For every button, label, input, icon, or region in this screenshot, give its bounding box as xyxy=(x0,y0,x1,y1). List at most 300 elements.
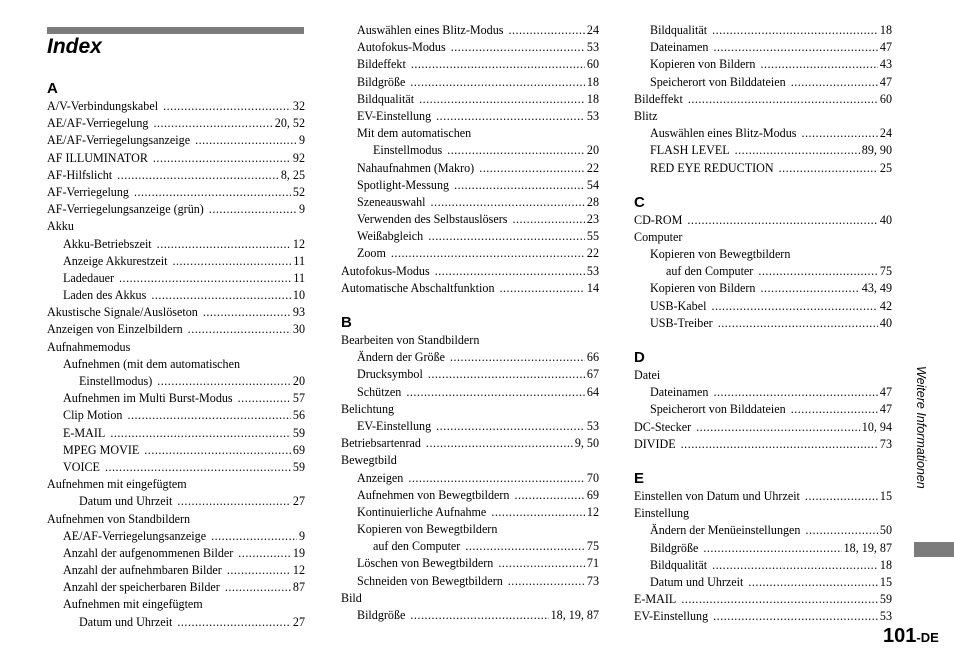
index-page-ref: 53 xyxy=(586,108,599,123)
index-term: Aufnehmen im Multi Burst-Modus xyxy=(63,391,233,406)
index-term: Autofokus-Modus xyxy=(357,40,446,55)
index-term: Datum und Uhrzeit xyxy=(650,574,744,589)
index-entry xyxy=(341,332,599,349)
index-term: Bewegtbild xyxy=(341,453,397,468)
index-term: Schneiden von Bewegtbildern xyxy=(357,573,503,588)
index-entry xyxy=(47,407,305,424)
index-entry xyxy=(634,212,892,229)
index-page-ref: 15 xyxy=(879,574,892,589)
index-term: AE/AF-Verriegelung xyxy=(47,116,149,131)
leader-dots xyxy=(110,425,291,442)
side-tab xyxy=(912,366,932,534)
index-page-ref: 9, 50 xyxy=(574,436,599,451)
index-entry xyxy=(341,39,599,56)
index-term: Zoom xyxy=(357,246,386,261)
index-page-ref: 9 xyxy=(298,133,305,148)
index-entry xyxy=(47,132,305,149)
index-entry xyxy=(47,98,305,115)
index-entry xyxy=(634,280,892,297)
index-term: DIVIDE xyxy=(634,436,676,451)
index-term: Szeneauswahl xyxy=(357,194,426,209)
index-entry xyxy=(634,263,892,280)
index-entry xyxy=(47,150,305,167)
index-page-ref: 40 xyxy=(879,212,892,227)
index-term: Drucksymbol xyxy=(357,367,423,382)
leader-dots xyxy=(177,614,291,631)
index-entry xyxy=(341,108,599,125)
index-entry xyxy=(341,177,599,194)
index-page-ref: 9 xyxy=(298,528,305,543)
leader-dots xyxy=(805,522,877,539)
index-letter-heading: B xyxy=(341,314,352,331)
page-title: Index xyxy=(47,35,102,58)
leader-dots xyxy=(151,287,291,304)
index-page-ref: 59 xyxy=(292,459,305,474)
index-page-ref: 20, 52 xyxy=(274,116,305,131)
index-page-ref: 75 xyxy=(879,264,892,279)
leader-dots xyxy=(188,321,291,338)
leader-dots xyxy=(712,557,878,574)
index-page-ref: 28 xyxy=(586,194,599,209)
page-number-value: 101 xyxy=(883,625,917,647)
index-entry xyxy=(47,390,305,407)
index-term: CD-ROM xyxy=(634,212,683,227)
index-entry xyxy=(341,91,599,108)
index-term: USB-Treiber xyxy=(650,315,713,330)
leader-dots xyxy=(712,22,878,39)
index-entry xyxy=(47,201,305,218)
index-term: Belichtung xyxy=(341,401,395,416)
index-term: Einstellmodus xyxy=(373,143,443,158)
index-entry xyxy=(341,384,599,401)
index-page-ref: 87 xyxy=(292,580,305,595)
index-page-ref: 24 xyxy=(586,23,599,37)
index-page-ref: 73 xyxy=(879,436,892,451)
index-entry xyxy=(341,125,599,142)
index-entry xyxy=(341,280,599,297)
index-term: Anzahl der aufnehmbaren Bilder xyxy=(63,563,222,578)
index-entry xyxy=(341,401,599,418)
index-page-ref: 53 xyxy=(586,263,599,278)
leader-dots xyxy=(681,591,878,608)
index-page-ref: 50 xyxy=(879,523,892,538)
index-term: Bildgröße xyxy=(357,608,406,622)
leader-dots xyxy=(134,184,291,201)
index-entry xyxy=(341,349,599,366)
index-entry xyxy=(634,436,892,453)
index-term: Ändern der Menüeinstellungen xyxy=(650,523,801,538)
index-term: AF-Hilfslicht xyxy=(47,167,113,182)
index-term: Spotlight-Messung xyxy=(357,177,450,192)
index-entry xyxy=(341,245,599,262)
index-page-ref: 47 xyxy=(879,402,892,417)
index-page-ref: 22 xyxy=(586,160,599,175)
index-entry xyxy=(47,528,305,545)
index-entry xyxy=(341,504,599,521)
leader-dots xyxy=(105,459,291,476)
index-entry xyxy=(341,573,599,590)
leader-dots xyxy=(454,177,585,194)
index-entry xyxy=(341,263,599,280)
leader-dots xyxy=(713,39,877,56)
index-entry xyxy=(341,194,599,211)
leader-dots xyxy=(225,579,291,596)
leader-dots xyxy=(426,435,573,452)
index-term: Bildeffekt xyxy=(634,91,683,106)
leader-dots xyxy=(758,263,878,280)
index-entry xyxy=(634,160,892,177)
index-entry xyxy=(47,545,305,562)
index-term: Aufnehmen (mit dem automatischen xyxy=(63,356,240,371)
leader-dots xyxy=(153,150,291,167)
index-page-ref: 66 xyxy=(586,350,599,365)
page-number xyxy=(883,625,939,648)
index-page-ref: 12 xyxy=(292,236,305,251)
index-entry xyxy=(47,459,305,476)
index-column-3 xyxy=(634,22,892,625)
index-page-ref: 64 xyxy=(586,384,599,399)
index-entry xyxy=(634,505,892,522)
index-term: Bildeffekt xyxy=(357,57,406,72)
index-entry xyxy=(341,56,599,73)
leader-dots xyxy=(760,280,859,297)
leader-dots xyxy=(117,167,279,184)
index-page-ref: 9 xyxy=(298,202,305,217)
index-term: auf den Computer xyxy=(373,539,461,554)
index-entry xyxy=(634,142,892,159)
index-entry xyxy=(47,270,305,287)
index-letter-heading: A xyxy=(47,80,58,97)
index-page-ref: 42 xyxy=(879,298,892,313)
leader-dots xyxy=(227,562,291,579)
index-entry xyxy=(634,56,892,73)
index-entry xyxy=(341,366,599,383)
index-term: Mit dem automatischen xyxy=(357,126,472,141)
leader-dots xyxy=(428,366,585,383)
leader-dots xyxy=(211,528,297,545)
index-term: E-MAIL xyxy=(634,592,677,607)
index-page-ref: 18, 19, 87 xyxy=(843,540,892,555)
index-page-ref: 53 xyxy=(586,418,599,433)
leader-dots xyxy=(172,253,291,270)
index-term: Auswählen eines Blitz-Modus xyxy=(650,126,797,141)
leader-dots xyxy=(713,608,878,625)
leader-dots xyxy=(209,201,297,218)
leader-dots xyxy=(713,384,877,401)
index-entry xyxy=(634,22,892,39)
index-term: Clip Motion xyxy=(63,408,123,423)
index-term: Auswählen eines Blitz-Modus xyxy=(357,23,504,37)
index-entry xyxy=(634,74,892,91)
index-term: AE/AF-Verriegelungsanzeige xyxy=(47,133,191,148)
index-entry xyxy=(47,287,305,304)
leader-dots xyxy=(431,194,585,211)
index-entry xyxy=(634,125,892,142)
leader-dots xyxy=(748,574,878,591)
index-term: Autofokus-Modus xyxy=(341,263,430,278)
index-term: Computer xyxy=(634,229,683,244)
index-page-ref: 24 xyxy=(879,126,892,141)
index-entry xyxy=(634,39,892,56)
index-page-ref: 52 xyxy=(292,184,305,199)
index-entry xyxy=(634,488,892,505)
index-page-ref: 69 xyxy=(292,442,305,457)
index-page-ref: 70 xyxy=(586,470,599,485)
index-page-ref: 55 xyxy=(586,229,599,244)
index-term: Aufnahmemodus xyxy=(47,339,131,354)
leader-dots xyxy=(163,98,291,115)
index-page-ref: 23 xyxy=(586,212,599,227)
index-entry xyxy=(341,555,599,572)
index-page-ref: 47 xyxy=(879,74,892,89)
leader-dots xyxy=(408,470,585,487)
leader-dots xyxy=(391,245,585,262)
index-entry xyxy=(47,511,305,528)
leader-dots xyxy=(450,349,585,366)
index-term: Bildgröße xyxy=(357,74,406,89)
leader-dots xyxy=(696,419,860,436)
index-entry xyxy=(47,476,305,493)
index-term: Aufnehmen von Standbildern xyxy=(47,511,191,526)
index-page-ref: 18, 19, 87 xyxy=(550,608,599,622)
leader-dots xyxy=(498,555,585,572)
index-entry xyxy=(341,22,599,39)
index-letter-heading: E xyxy=(634,469,645,487)
leader-dots xyxy=(500,280,585,297)
index-page-ref: 93 xyxy=(292,305,305,320)
index-entry xyxy=(634,384,892,401)
index-term: Anzahl der aufgenommenen Bilder xyxy=(63,545,234,560)
index-letter-heading: C xyxy=(634,193,645,211)
index-page-ref: 57 xyxy=(292,391,305,406)
index-term: Schützen xyxy=(357,384,402,399)
index-entry xyxy=(47,614,305,631)
index-page-ref: 60 xyxy=(586,57,599,72)
index-page-ref: 15 xyxy=(879,488,892,503)
leader-dots xyxy=(718,315,878,332)
index-term: Aufnehmen von Bewegtbildern xyxy=(357,487,510,502)
leader-dots xyxy=(805,488,878,505)
index-term: Bildqualität xyxy=(650,23,708,37)
index-term: Einstellen von Datum und Uhrzeit xyxy=(634,488,800,503)
index-page-ref: 67 xyxy=(586,367,599,382)
index-term: Laden des Akkus xyxy=(63,288,147,303)
leader-dots xyxy=(735,142,860,159)
index-term: Bildqualität xyxy=(357,91,415,106)
index-term: Kopieren von Bewegtbildern xyxy=(650,247,791,262)
leader-dots xyxy=(119,270,291,287)
index-page-ref: 40 xyxy=(879,315,892,330)
index-page-ref: 20 xyxy=(292,374,305,388)
index-column-1 xyxy=(47,80,305,631)
index-term: DC-Stecker xyxy=(634,419,692,434)
index-entry xyxy=(47,321,305,338)
index-entry xyxy=(341,142,599,159)
leader-dots xyxy=(428,228,585,245)
index-term: Nahaufnahmen (Makro) xyxy=(357,160,475,175)
index-page-ref: 12 xyxy=(586,504,599,519)
index-term: Anzahl der speicherbaren Bilder xyxy=(63,580,220,595)
index-term: Datei xyxy=(634,368,661,382)
index-term: Löschen von Bewegtbildern xyxy=(357,556,494,571)
index-entry xyxy=(341,521,599,538)
index-page-ref: 56 xyxy=(292,408,305,423)
index-term: Bildqualität xyxy=(650,557,708,572)
index-entry xyxy=(634,540,892,557)
index-entry xyxy=(47,218,305,235)
index-entry xyxy=(341,538,599,555)
index-entry xyxy=(47,339,305,356)
index-entry xyxy=(634,229,892,246)
index-page-ref: 47 xyxy=(879,40,892,55)
index-term: Automatische Abschaltfunktion xyxy=(341,280,495,295)
index-entry xyxy=(634,574,892,591)
index-term: Ladedauer xyxy=(63,270,115,285)
index-term: Anzeigen xyxy=(357,470,404,485)
index-entry xyxy=(47,356,305,373)
leader-dots xyxy=(512,211,584,228)
index-page-ref: 43, 49 xyxy=(861,281,892,296)
index-term: Bild xyxy=(341,590,362,605)
index-term: E-MAIL xyxy=(63,425,106,440)
leader-dots xyxy=(144,442,291,459)
index-term: Betriebsartenrad xyxy=(341,436,421,451)
index-entry xyxy=(341,487,599,504)
index-term: Kontinuierliche Aufnahme xyxy=(357,504,487,519)
index-entry xyxy=(47,442,305,459)
index-entry xyxy=(634,298,892,315)
index-term: Bearbeiten von Standbildern xyxy=(341,333,480,347)
leader-dots xyxy=(687,212,878,229)
leader-dots xyxy=(681,436,878,453)
index-entry xyxy=(634,401,892,418)
index-entry xyxy=(341,228,599,245)
leader-dots xyxy=(435,263,585,280)
index-entry xyxy=(47,253,305,270)
leader-dots xyxy=(436,108,585,125)
index-entry xyxy=(47,596,305,613)
leader-dots xyxy=(491,504,585,521)
index-entry xyxy=(634,608,892,625)
leader-dots xyxy=(779,160,878,177)
index-term: Aufnehmen mit eingefügtem xyxy=(47,477,187,492)
index-page-ref: 60 xyxy=(879,91,892,106)
index-page-ref: 8, 25 xyxy=(280,167,305,182)
index-entry xyxy=(634,557,892,574)
index-entry xyxy=(341,590,599,607)
index-page-ref: 30 xyxy=(292,322,305,337)
leader-dots xyxy=(447,142,585,159)
index-term: AF-Verriegelungsanzeige (grün) xyxy=(47,202,204,217)
index-page-ref: 59 xyxy=(879,592,892,607)
leader-dots xyxy=(791,401,878,418)
index-page-ref: 27 xyxy=(292,614,305,629)
index-term: Akku xyxy=(47,219,74,234)
index-entry xyxy=(341,160,599,177)
index-entry xyxy=(634,108,892,125)
index-page-ref: 27 xyxy=(292,494,305,509)
leader-dots xyxy=(419,91,585,108)
leader-dots xyxy=(688,91,878,108)
index-term: Akku-Betriebszeit xyxy=(63,236,152,251)
leader-dots xyxy=(436,418,585,435)
index-page-ref: 18 xyxy=(586,91,599,106)
index-page-ref: 89, 90 xyxy=(861,143,892,158)
index-term: Einstellung xyxy=(634,506,690,521)
index-page-ref: 22 xyxy=(586,246,599,261)
index-entry xyxy=(634,522,892,539)
index-entry xyxy=(47,373,305,390)
leader-dots xyxy=(238,390,291,407)
index-page-ref: 53 xyxy=(879,609,892,624)
index-entry xyxy=(47,562,305,579)
index-entry xyxy=(634,91,892,108)
leader-dots xyxy=(153,115,272,132)
leader-dots xyxy=(238,545,291,562)
index-page-ref: 14 xyxy=(586,280,599,295)
index-term: Einstellmodus) xyxy=(79,374,153,388)
leader-dots xyxy=(157,373,291,390)
index-page-ref: 92 xyxy=(292,150,305,165)
index-page-ref: 43 xyxy=(879,57,892,72)
index-page-ref: 25 xyxy=(879,160,892,175)
index-term: MPEG MOVIE xyxy=(63,442,140,457)
leader-dots xyxy=(406,384,585,401)
index-term: Akustische Signale/Auslöseton xyxy=(47,305,198,320)
leader-dots xyxy=(411,56,585,73)
index-term: Blitz xyxy=(634,108,658,123)
index-page-ref: 18 xyxy=(879,23,892,37)
index-page-ref: 73 xyxy=(586,573,599,588)
index-page-ref: 53 xyxy=(586,40,599,55)
leader-dots xyxy=(760,56,877,73)
leader-dots xyxy=(157,236,291,253)
index-term: Kopieren von Bewegtbildern xyxy=(357,522,498,537)
index-entry xyxy=(634,419,892,436)
leader-dots xyxy=(127,407,290,424)
side-tab-marker xyxy=(914,542,954,557)
leader-dots xyxy=(703,540,841,557)
index-entry xyxy=(47,493,305,510)
index-entry xyxy=(47,184,305,201)
index-term: Aufnehmen mit eingefügtem xyxy=(63,597,203,612)
leader-dots xyxy=(508,573,585,590)
index-term: VOICE xyxy=(63,459,100,474)
leader-dots xyxy=(177,493,291,510)
index-entry xyxy=(634,367,892,384)
index-term: AF-Verriegelung xyxy=(47,184,129,199)
index-entry xyxy=(47,304,305,321)
index-entry xyxy=(341,470,599,487)
index-term: Speicherort von Bilddateien xyxy=(650,74,786,89)
index-entry xyxy=(341,418,599,435)
index-page-ref: 54 xyxy=(586,177,599,192)
index-term: FLASH LEVEL xyxy=(650,143,730,158)
index-term: USB-Kabel xyxy=(650,298,707,313)
index-entry xyxy=(47,425,305,442)
leader-dots xyxy=(203,304,291,321)
index-entry xyxy=(341,435,599,452)
index-entry xyxy=(634,591,892,608)
index-page-ref: 71 xyxy=(586,556,599,571)
leader-dots xyxy=(465,538,585,555)
index-term: Bildgröße xyxy=(650,540,699,555)
index-term: Weißabgleich xyxy=(357,229,424,244)
index-entry xyxy=(341,211,599,228)
index-term: Kopieren von Bildern xyxy=(650,281,756,296)
index-page-ref: 11 xyxy=(293,253,305,268)
index-term: Dateinamen xyxy=(650,385,709,400)
